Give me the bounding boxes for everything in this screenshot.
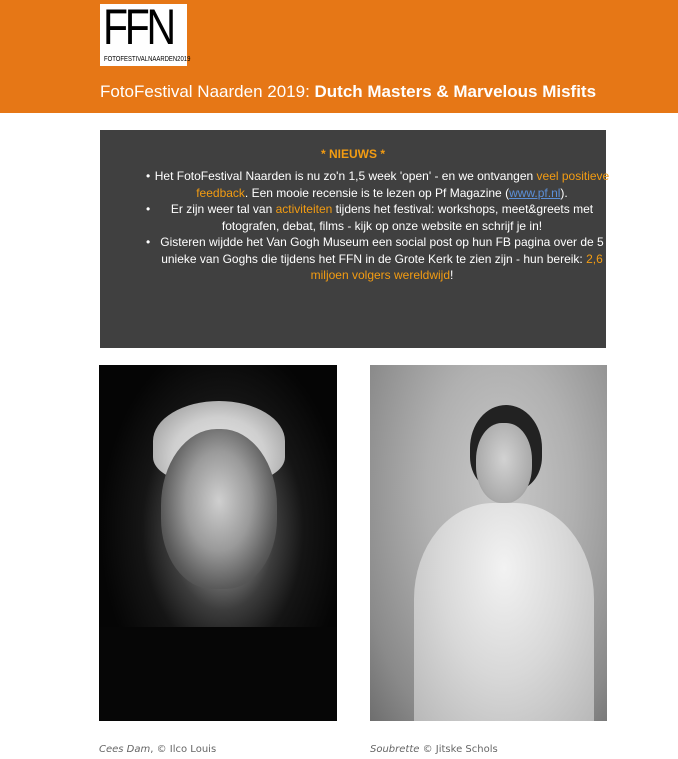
photo-soubrette[interactable] [370, 365, 607, 721]
news-text: Er zijn weer tal van [170, 202, 276, 216]
photo-blouse [414, 503, 594, 721]
photo-shirt [99, 627, 337, 721]
news-box [100, 130, 610, 348]
photo-face [476, 423, 532, 503]
title-prefix: FotoFestival Naarden 2019: [100, 82, 315, 101]
news-item [150, 201, 610, 234]
news-title: * NIEUWS * [320, 147, 385, 161]
caption-cees-dam [99, 744, 216, 755]
caption-credit: © Jitske Schols [419, 744, 498, 755]
logo-text: FFN [103, 0, 173, 55]
photo-face [161, 429, 277, 589]
news-text: ). [560, 185, 568, 200]
news-text: . Een mooie recensie is te lezen op Pf Magazine ( [244, 185, 510, 200]
news-list [140, 168, 610, 284]
caption-title: Soubrette [370, 744, 420, 755]
title-bold: Dutch Masters & Marvelous Misfits [314, 82, 597, 101]
news-item [150, 234, 610, 284]
logo-subtext: FOTOFESTIVALNAARDEN2019 [104, 56, 191, 63]
pf-link[interactable]: www.pf.nl [509, 185, 561, 200]
header-banner [0, 0, 678, 113]
news-text: Gisteren wijdde het Van Gogh Museum een social post op hun FB pagina over de 5 unieke van Goghs die tijdens het FFN in de Grote Kerk te zien zijn - hun bereik: [160, 235, 604, 266]
news-text: tijdens het festival: workshops, meet&greets met fotografen, debat, films - kijk op onze website en schrijf je in! [221, 202, 594, 233]
news-text: Het FotoFestival Naarden is nu zo'n 1,5 week 'open' - en we ontvangen [154, 169, 537, 183]
caption-credit: , © Ilco Louis [150, 744, 217, 755]
news-item [150, 168, 610, 201]
ffn-logo[interactable] [100, 0, 191, 66]
followers-highlight: 2,6 miljoen volgers wereldwijd [310, 251, 603, 282]
photo-cees-dam[interactable] [99, 365, 337, 721]
page-title [100, 82, 596, 102]
feedback-highlight: veel positieve feedback [196, 169, 610, 200]
news-text: ! [450, 268, 454, 282]
caption-soubrette [370, 744, 498, 755]
activiteiten-link[interactable]: activiteiten [275, 202, 333, 216]
caption-title: Cees Dam [99, 744, 151, 755]
